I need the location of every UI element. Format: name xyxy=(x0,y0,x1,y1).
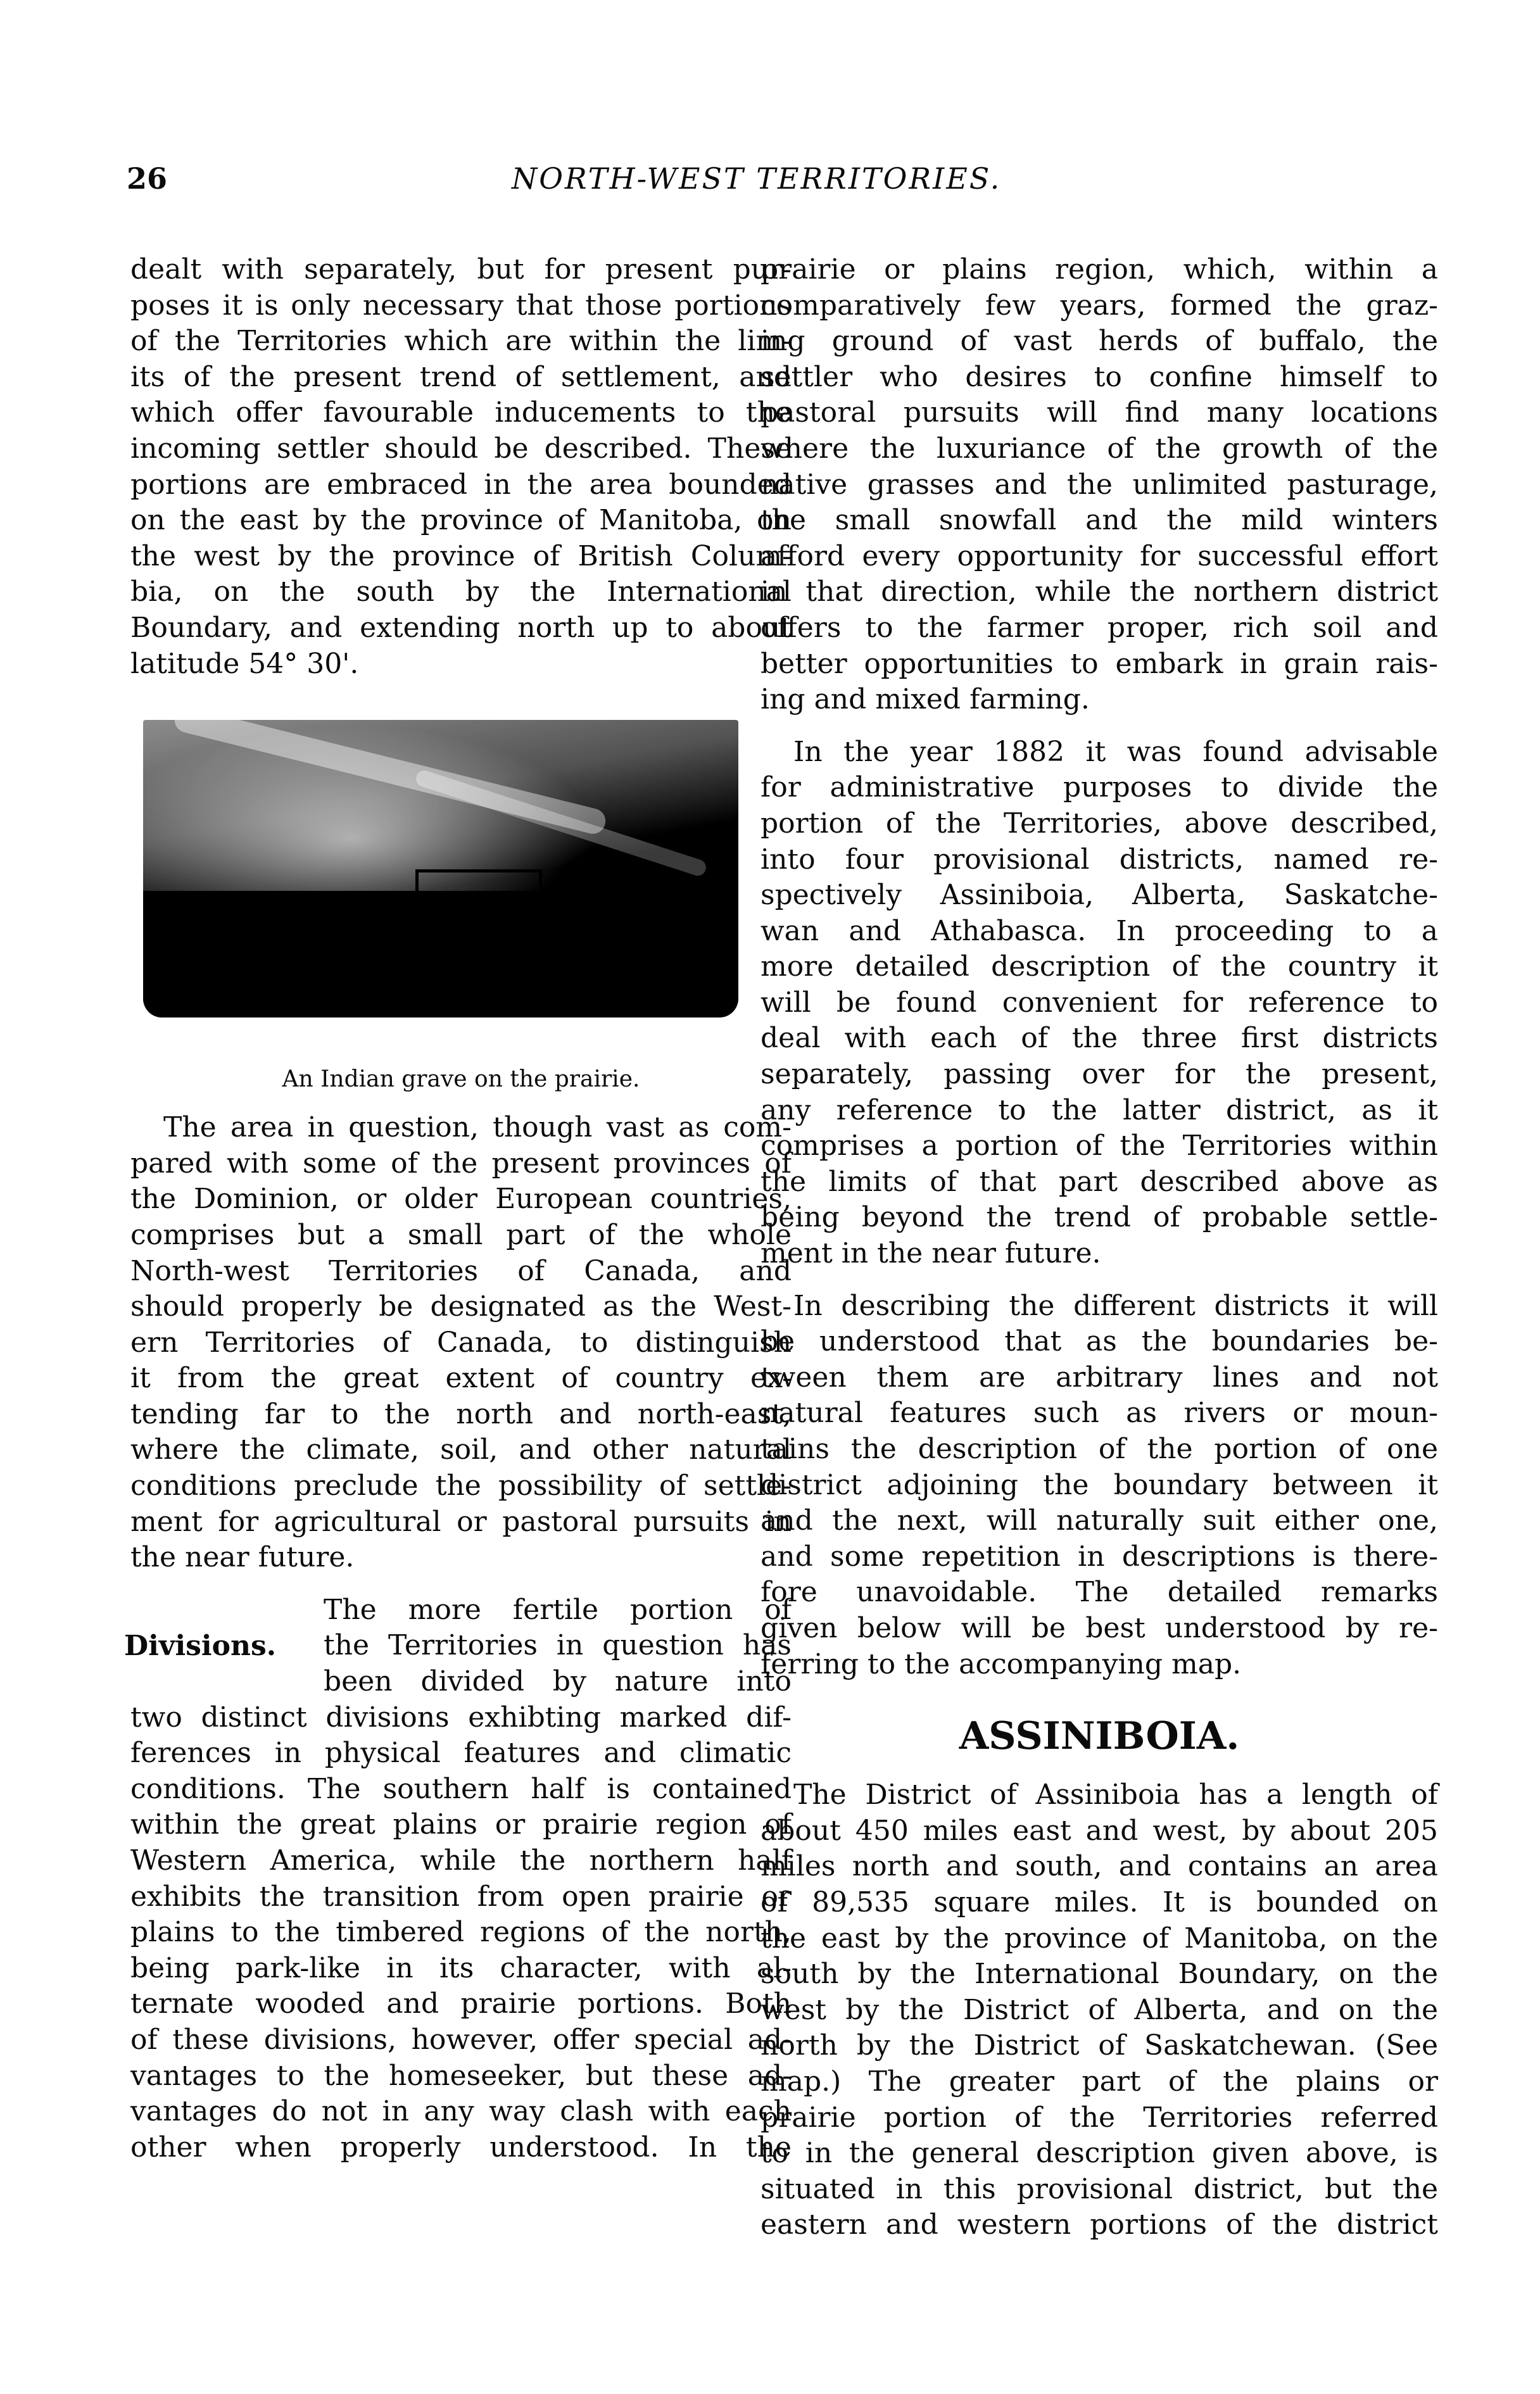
text-line: conditions preclude the possibility of settle- xyxy=(130,1470,792,1503)
text-line: offers to the farmer proper, rich soil and xyxy=(761,611,1438,644)
sidenote-divisions: Divisions. xyxy=(124,1629,277,1662)
right-column xyxy=(761,252,1438,2243)
text-line: settler who desires to confine himself to xyxy=(761,360,1438,393)
text-line: of 89,535 square miles. It is bounded on xyxy=(761,1886,1438,1918)
text-line: The area in question, though vast as com- xyxy=(163,1111,792,1144)
text-line: of these divisions, however, offer special ad- xyxy=(130,2023,792,2056)
text-line: its of the present trend of settlement, and xyxy=(130,360,792,393)
text-line: of the Territories which are within the lim- xyxy=(130,325,792,358)
paragraph-area xyxy=(130,1110,792,1576)
text-line: ing and mixed farming. xyxy=(761,683,1090,716)
text-line: plains to the timbered regions of the north, xyxy=(130,1916,792,1949)
running-title: NORTH-WEST TERRITORIES. xyxy=(512,161,1002,196)
text-line: being beyond the trend of probable settle- xyxy=(761,1201,1438,1234)
text-line: natural features such as rivers or moun- xyxy=(761,1397,1438,1430)
left-column xyxy=(124,252,792,2165)
text-line: comprises but a small part of the whole xyxy=(130,1218,792,1251)
figure-caption: An Indian grave on the prairie. xyxy=(282,1066,640,1093)
text-line: situated in this provisional district, but the xyxy=(761,2172,1438,2205)
paragraph-intro xyxy=(130,252,792,682)
text-line: portions are embraced in the area bounded xyxy=(130,468,792,501)
paragraph-describing xyxy=(761,1288,1438,1683)
text-line: the limits of that part described above as xyxy=(761,1165,1438,1198)
paragraph-1882 xyxy=(761,734,1438,1272)
text-line: The District of Assiniboia has a length of xyxy=(793,1779,1438,1811)
text-line: should properly be designated as the West- xyxy=(130,1290,792,1323)
text-line: will be found convenient for reference to xyxy=(761,986,1438,1019)
text-line: pastoral pursuits will find many locations xyxy=(761,396,1438,429)
text-line: any reference to the latter district, as it xyxy=(761,1093,1438,1126)
text-line: Boundary, and extending north up to about xyxy=(130,611,792,644)
text-line: ern Territories of Canada, to distinguish xyxy=(130,1326,792,1359)
text-line: two distinct divisions exhibting marked dif- xyxy=(130,1701,792,1734)
text-line: vantages to the homeseeker, but these ad- xyxy=(130,2059,792,2092)
text-line: the small snowfall and the mild winters xyxy=(761,504,1438,537)
engraving-image-icon xyxy=(143,720,738,1017)
text-line: ternate wooded and prairie portions. Both xyxy=(130,1988,792,2020)
text-line: separately, passing over for the present, xyxy=(761,1058,1438,1091)
text-line: native grasses and the unlimited pasturage, xyxy=(761,468,1438,501)
text-line: ing ground of vast herds of buffalo, the xyxy=(761,325,1438,358)
text-line: deal with each of the three first districts xyxy=(761,1022,1438,1055)
text-line: where the climate, soil, and other natural xyxy=(130,1433,792,1466)
text-line: the Dominion, or older European countries, xyxy=(130,1183,792,1216)
text-line: district adjoining the boundary between it xyxy=(761,1468,1438,1501)
figure xyxy=(130,720,792,1093)
text-line: afford every opportunity for successful effort xyxy=(761,539,1438,572)
text-line: conditions. The southern half is contained xyxy=(130,1772,792,1805)
text-line: prairie or plains region, which, within a xyxy=(761,253,1438,286)
text-line: for administrative purposes to divide the xyxy=(761,771,1438,804)
text-line: it from the great extent of country ex- xyxy=(130,1362,792,1395)
section-heading-assiniboia: ASSINIBOIA. xyxy=(959,1714,1240,1759)
text-line: Western America, while the northern half xyxy=(130,1844,792,1877)
text-line: eastern and western portions of the district xyxy=(761,2208,1438,2241)
text-line: bia, on the south by the International xyxy=(130,576,792,608)
text-line: into four provisional districts, named re- xyxy=(761,843,1438,876)
text-line: portion of the Territories, above described, xyxy=(761,807,1438,840)
text-line: map.) The greater part of the plains or xyxy=(761,2065,1438,2098)
text-line: ferences in physical features and climatic xyxy=(130,1737,792,1770)
text-line: tains the description of the portion of one xyxy=(761,1433,1438,1465)
text-line: wan and Athabasca. In proceeding to a xyxy=(761,914,1438,947)
text-line: be understood that as the boundaries be- xyxy=(761,1325,1438,1358)
text-line: comparatively few years, formed the graz- xyxy=(761,289,1438,322)
text-line: the east by the province of Manitoba, on the xyxy=(761,1922,1438,1955)
text-line: exhibits the transition from open prairie or xyxy=(130,1880,792,1913)
text-line: and the next, will naturally suit either one, xyxy=(761,1504,1438,1537)
text-line: in that direction, while the northern district xyxy=(761,576,1438,608)
text-line: being park-like in its character, with al- xyxy=(130,1951,792,1984)
paragraph-prairie xyxy=(761,252,1438,718)
text-line: ment for agricultural or pastoral pursuits in xyxy=(130,1505,792,1538)
sky-streak xyxy=(414,769,709,878)
text-line: the west by the province of British Colum- xyxy=(130,539,792,572)
text-line: fore unavoidable. The detailed remarks xyxy=(761,1576,1438,1609)
text-line: vantages do not in any way clash with each xyxy=(130,2095,792,2128)
text-line: In describing the different districts it will xyxy=(793,1289,1438,1322)
text-line: to in the general description given above, is xyxy=(761,2137,1438,2170)
text-line: west by the District of Alberta, and on the xyxy=(761,1993,1438,2026)
text-line: tween them are arbitrary lines and not xyxy=(761,1361,1438,1394)
paragraph-divisions xyxy=(124,1592,792,2166)
grave-scaffold xyxy=(415,869,542,894)
text-line: The more fertile portion of xyxy=(324,1593,792,1626)
text-line: given below will be best understood by re- xyxy=(761,1611,1438,1644)
text-line: north by the District of Saskatchewan. (See xyxy=(761,2029,1438,2062)
text-line: tending far to the north and north-east, xyxy=(130,1397,792,1430)
text-line: within the great plains or prairie region of xyxy=(130,1808,792,1841)
text-line: ment in the near future. xyxy=(761,1237,1101,1270)
page-number: 26 xyxy=(127,161,168,196)
text-line: prairie portion of the Territories referred xyxy=(761,2101,1438,2134)
prairie-ground xyxy=(143,891,738,1017)
text-line: spectively Assiniboia, Alberta, Saskatche- xyxy=(761,879,1438,912)
text-line: comprises a portion of the Territories within xyxy=(761,1130,1438,1162)
text-line: on the east by the province of Manitoba, on xyxy=(130,504,792,537)
text-line: North-west Territories of Canada, and xyxy=(130,1254,792,1287)
text-line: been divided by nature into xyxy=(324,1665,792,1698)
text-line: about 450 miles east and west, by about 205 xyxy=(761,1814,1438,1847)
text-line: the Territories in question has xyxy=(324,1629,792,1662)
text-line: more detailed description of the country it xyxy=(761,950,1438,983)
text-line: and some repetition in descriptions is there- xyxy=(761,1540,1438,1573)
paragraph-assiniboia xyxy=(761,1777,1438,2243)
text-line: which offer favourable inducements to the xyxy=(130,396,792,429)
text-line: ferring to the accompanying map. xyxy=(761,1647,1242,1680)
text-line: south by the International Boundary, on the xyxy=(761,1958,1438,1991)
text-line: In the year 1882 it was found advisable xyxy=(793,735,1438,768)
running-head xyxy=(127,161,1412,212)
text-line: other when properly understood. In the xyxy=(130,2131,792,2164)
text-line: pared with some of the present provinces of xyxy=(130,1147,792,1180)
text-line: poses it is only necessary that those portions xyxy=(130,289,792,322)
text-line: miles north and south, and contains an area xyxy=(761,1850,1438,1883)
text-line: latitude 54° 30'. xyxy=(130,647,359,680)
text-line: where the luxuriance of the growth of the xyxy=(761,432,1438,465)
text-line: incoming settler should be described. These xyxy=(130,432,792,465)
text-line: the near future. xyxy=(130,1541,355,1574)
text-line: better opportunities to embark in grain rais- xyxy=(761,647,1438,680)
text-line: dealt with separately, but for present pur- xyxy=(130,253,792,286)
